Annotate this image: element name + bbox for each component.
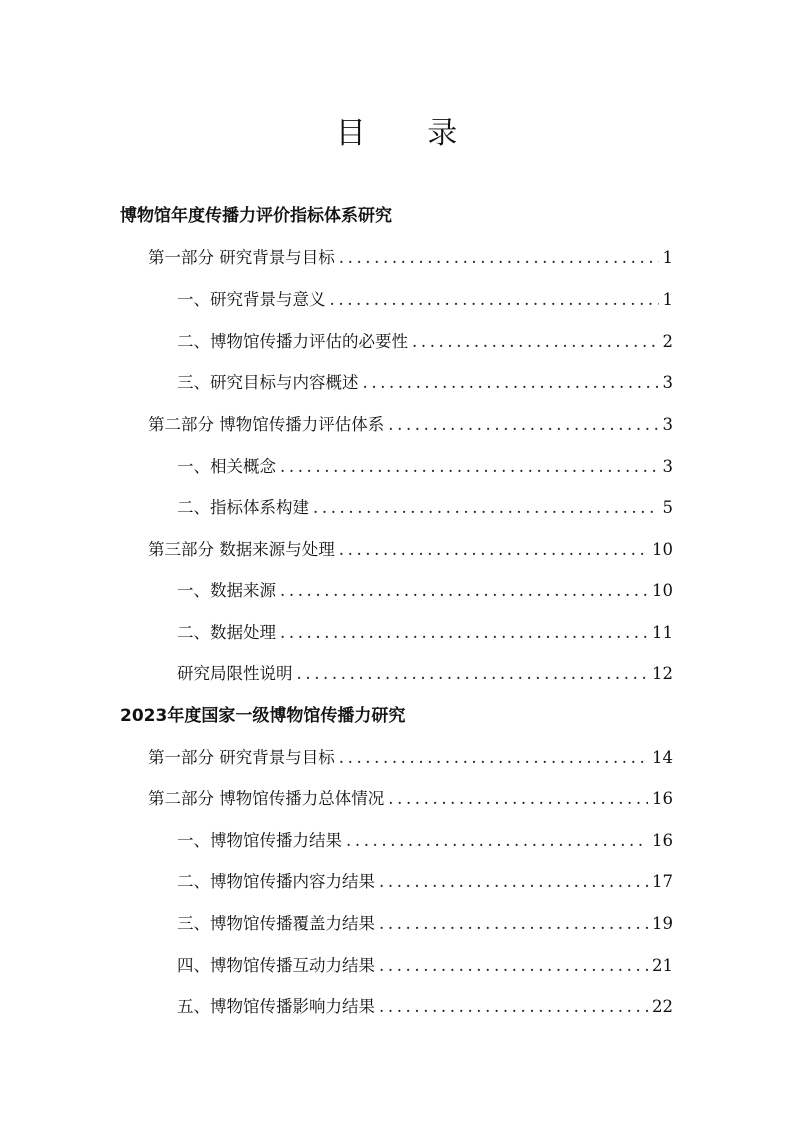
toc-entry-label: 三、研究目标与内容概述 xyxy=(177,373,359,392)
toc-entry-page: 2 xyxy=(662,332,673,351)
dot-leader xyxy=(346,829,648,853)
toc-entry-label: 二、博物馆传播内容力结果 xyxy=(177,872,375,891)
toc-entry-page: 5 xyxy=(662,498,673,517)
toc-entry[interactable] xyxy=(177,455,673,479)
toc-entry-page: 17 xyxy=(652,872,673,891)
dot-leader xyxy=(330,288,659,312)
toc-entry[interactable] xyxy=(177,496,673,520)
toc-entry-label: 三、博物馆传播覆盖力结果 xyxy=(177,914,375,933)
toc-entry-page: 21 xyxy=(652,956,673,975)
toc-entry-label: 二、数据处理 xyxy=(177,623,276,642)
section-heading-2: 2023年度国家一级博物馆传播力研究 xyxy=(120,706,406,726)
toc-entry-label: 研究局限性说明 xyxy=(177,664,293,683)
toc-entry[interactable] xyxy=(177,621,673,645)
toc-entry-page: 10 xyxy=(652,581,673,600)
toc-entry-label: 第二部分 博物馆传播力总体情况 xyxy=(148,789,385,808)
dot-leader xyxy=(297,662,649,686)
toc-entry-page: 3 xyxy=(662,457,673,476)
toc-entry[interactable] xyxy=(177,954,673,978)
section-heading-1: 博物馆年度传播力评价指标体系研究 xyxy=(120,206,392,226)
toc-entry[interactable] xyxy=(177,371,673,395)
toc-entry-page: 22 xyxy=(652,997,673,1016)
dot-leader xyxy=(379,954,648,978)
dot-leader xyxy=(280,579,648,603)
page-title: 目 录 xyxy=(335,116,484,151)
toc-entry[interactable] xyxy=(177,662,673,686)
toc-entry-label: 一、研究背景与意义 xyxy=(177,290,326,309)
toc-entry-label: 一、数据来源 xyxy=(177,581,276,600)
dot-leader xyxy=(339,538,648,562)
dot-leader xyxy=(388,413,658,437)
toc-entry-page: 16 xyxy=(652,789,673,808)
toc-entry-page: 3 xyxy=(662,415,673,434)
toc-entry-label: 二、博物馆传播力评估的必要性 xyxy=(177,332,408,351)
toc-entry-label: 一、相关概念 xyxy=(177,457,276,476)
dot-leader xyxy=(412,330,659,354)
toc-entry[interactable] xyxy=(177,330,673,354)
dot-leader xyxy=(363,371,659,395)
dot-leader xyxy=(280,621,648,645)
toc-entry-label: 第二部分 博物馆传播力评估体系 xyxy=(148,415,385,434)
toc-entry-page: 12 xyxy=(652,664,673,683)
toc-entry-page: 19 xyxy=(652,914,673,933)
toc-entry[interactable] xyxy=(177,829,673,853)
dot-leader xyxy=(388,787,648,811)
dot-leader xyxy=(379,912,648,936)
toc-entry-label: 第一部分 研究背景与目标 xyxy=(148,748,335,767)
toc-entry[interactable] xyxy=(177,870,673,894)
toc-entry-label: 二、指标体系构建 xyxy=(177,498,309,517)
toc-entry[interactable] xyxy=(148,246,673,270)
dot-leader xyxy=(379,870,648,894)
toc-entry[interactable] xyxy=(148,538,673,562)
toc-entry-page: 16 xyxy=(652,831,673,850)
dot-leader xyxy=(339,746,648,770)
toc-entry-page: 11 xyxy=(652,623,673,642)
toc-entry-page: 1 xyxy=(662,248,673,267)
dot-leader xyxy=(339,246,659,270)
toc-entry-label: 第一部分 研究背景与目标 xyxy=(148,248,335,267)
toc-entry[interactable] xyxy=(177,288,673,312)
toc-entry[interactable] xyxy=(177,912,673,936)
toc-entry[interactable] xyxy=(148,746,673,770)
toc-entry[interactable] xyxy=(148,787,673,811)
toc-entry-page: 1 xyxy=(662,290,673,309)
toc-entry-label: 四、博物馆传播互动力结果 xyxy=(177,956,375,975)
toc-entry-page: 3 xyxy=(662,373,673,392)
toc-entry-page: 10 xyxy=(652,540,673,559)
toc-entry[interactable] xyxy=(177,995,673,1019)
dot-leader xyxy=(280,455,659,479)
toc-entry-label: 第三部分 数据来源与处理 xyxy=(148,540,335,559)
toc-entry-page: 14 xyxy=(652,748,673,767)
dot-leader xyxy=(313,496,659,520)
toc-entry-label: 五、博物馆传播影响力结果 xyxy=(177,997,375,1016)
toc-entry-label: 一、博物馆传播力结果 xyxy=(177,831,342,850)
toc-entry[interactable] xyxy=(177,579,673,603)
toc-entry[interactable] xyxy=(148,413,673,437)
dot-leader xyxy=(379,995,648,1019)
